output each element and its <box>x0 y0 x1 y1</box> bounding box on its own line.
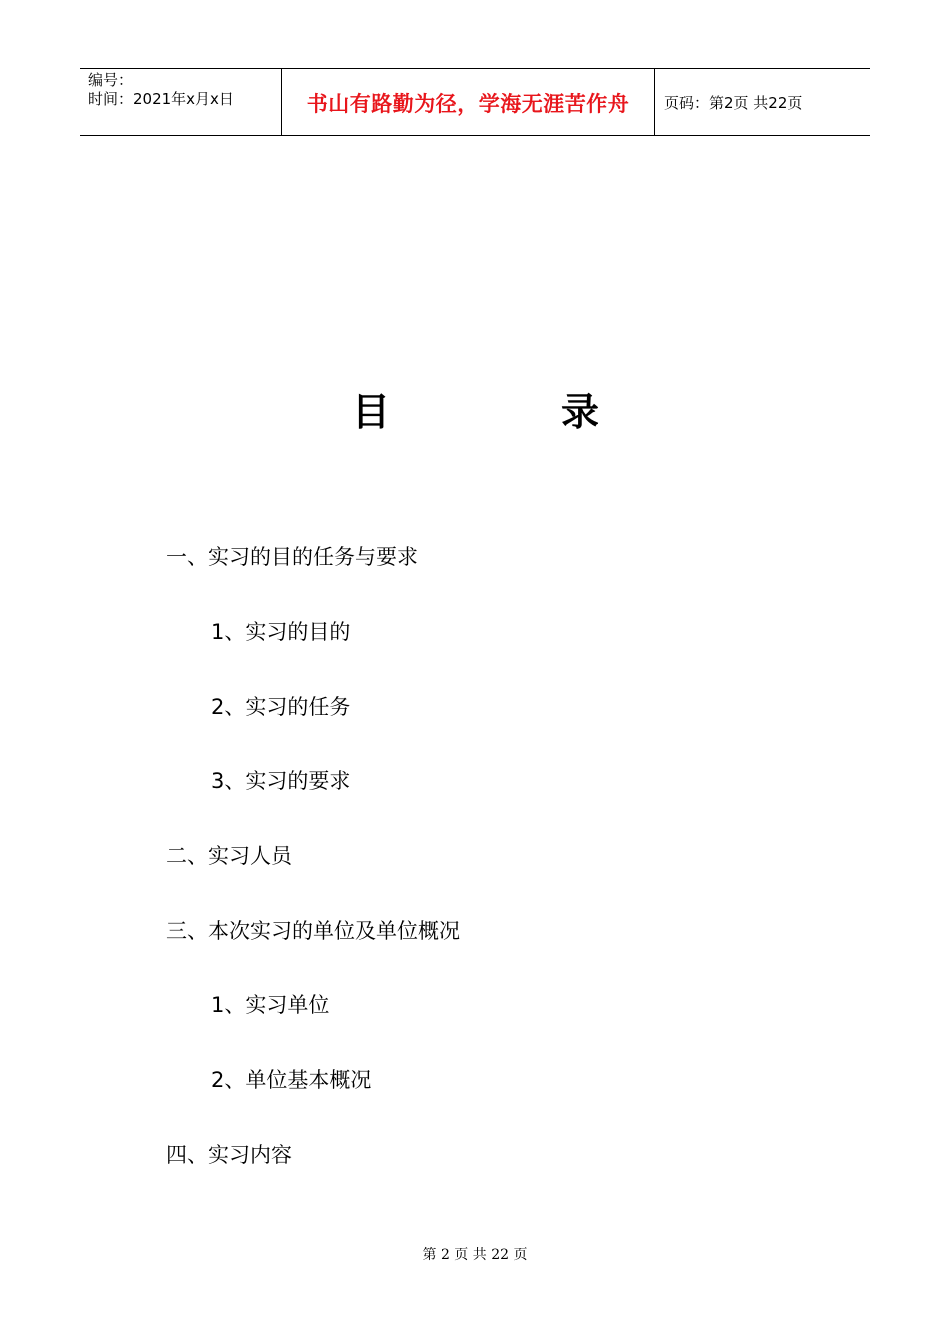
header-page-info: 页码：第2页 共22页 <box>664 93 803 112</box>
header-motto: 书山有路勤为径，学海无涯苦作舟 <box>306 92 630 116</box>
time-label: 时间：2021年x月x日 <box>88 90 234 108</box>
header-page-info-cell <box>655 69 870 135</box>
header-motto-cell <box>282 69 655 135</box>
number-label: 编号： <box>88 71 134 89</box>
toc-item: 一、实习的目的任务与要求 <box>166 545 418 569</box>
toc-item: 1、实习单位 <box>211 993 330 1017</box>
toc-title-char-2: 录 <box>561 390 600 434</box>
toc-title <box>0 388 950 436</box>
toc-item: 三、本次实习的单位及单位概况 <box>166 919 460 943</box>
toc-item: 2、单位基本概况 <box>211 1068 372 1092</box>
toc-title-char-1: 目 <box>352 390 391 434</box>
toc-item: 2、实习的任务 <box>211 695 351 719</box>
page-footer: 第 2 页 共 22 页 <box>422 1247 528 1263</box>
toc-item: 3、实习的要求 <box>211 769 351 793</box>
header-meta <box>80 69 282 135</box>
toc-item: 四、实习内容 <box>166 1143 292 1167</box>
toc-item: 1、实习的目的 <box>211 620 351 644</box>
toc-item: 二、实习人员 <box>166 844 292 868</box>
page-header <box>80 68 870 136</box>
